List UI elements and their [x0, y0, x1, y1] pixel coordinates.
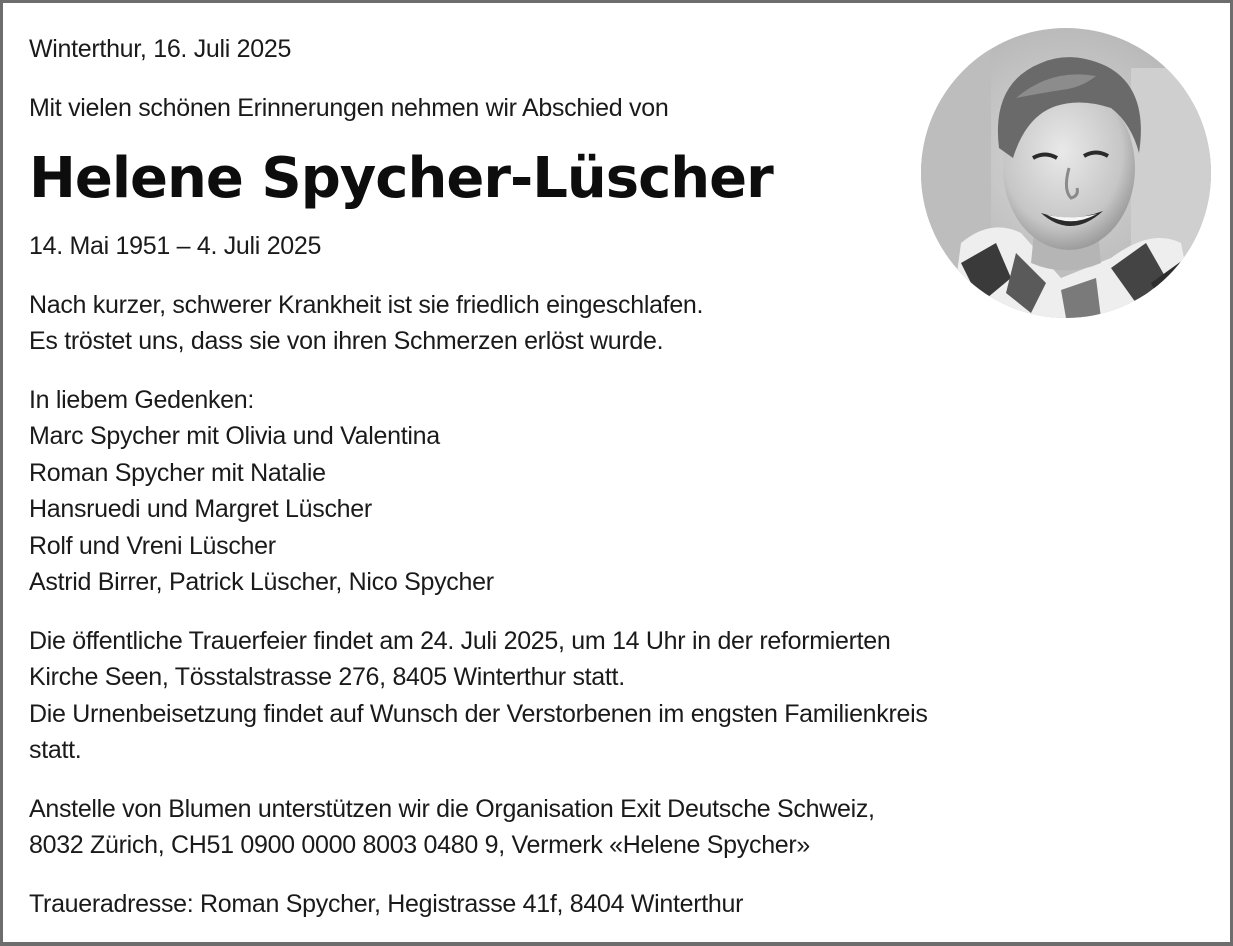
mourner-name: Astrid Birrer, Patrick Lüscher, Nico Spycher — [29, 568, 494, 596]
portrait-photo — [921, 28, 1211, 318]
mourners-heading: In liebem Gedenken: — [29, 385, 255, 414]
donation-block — [29, 791, 1209, 864]
mourner-name: Hansruedi und Margret Lüscher — [29, 495, 372, 523]
place-date: Winterthur, 16. Juli 2025 — [29, 35, 292, 63]
intro-text: Mit vielen schönen Erinnerungen nehmen wir Abschied von — [29, 93, 669, 122]
mourner-name: Marc Spycher mit Olivia und Valentina — [29, 422, 440, 450]
portrait-image — [921, 28, 1211, 318]
spacer — [29, 769, 1209, 791]
ceremony-line: statt. — [29, 736, 82, 764]
mourner-name: Roman Spycher mit Natalie — [29, 458, 326, 487]
life-dates: 14. Mai 1951 – 4. Juli 2025 — [29, 232, 322, 260]
mourners-block — [29, 382, 1209, 601]
spacer — [29, 601, 1209, 623]
deceased-name: Helene Spycher-Lüscher — [29, 146, 773, 211]
donation-line: Anstelle von Blumen unterstützen wir die Organisation Exit Deutsche Schweiz, — [29, 794, 875, 823]
mourning-address: Traueradresse: Roman Spycher, Hegistrasse 41f, 8404 Winterthur — [29, 889, 744, 918]
ceremony-line: Kirche Seen, Tösstalstrasse 276, 8405 Winterthur statt. — [29, 663, 625, 691]
message-line: Es tröstet uns, dass sie von ihren Schmerzen erlöst wurde. — [29, 327, 664, 355]
message-line: Nach kurzer, schwerer Krankheit ist sie friedlich eingeschlafen. — [29, 290, 704, 319]
ceremony-block — [29, 623, 1209, 769]
ceremony-line: Die Urnenbeisetzung findet auf Wunsch der Verstorbenen im engsten Familienkreis — [29, 699, 928, 728]
mourner-name: Rolf und Vreni Lüscher — [29, 531, 276, 560]
donation-line: 8032 Zürich, CH51 0900 0000 8003 0480 9, Vermerk «Helene Spycher» — [29, 831, 811, 859]
ceremony-line: Die öffentliche Trauerfeier findet am 24. Juli 2025, um 14 Uhr in der reformierten — [29, 626, 891, 655]
spacer — [29, 360, 1209, 382]
spacer — [29, 864, 1209, 886]
